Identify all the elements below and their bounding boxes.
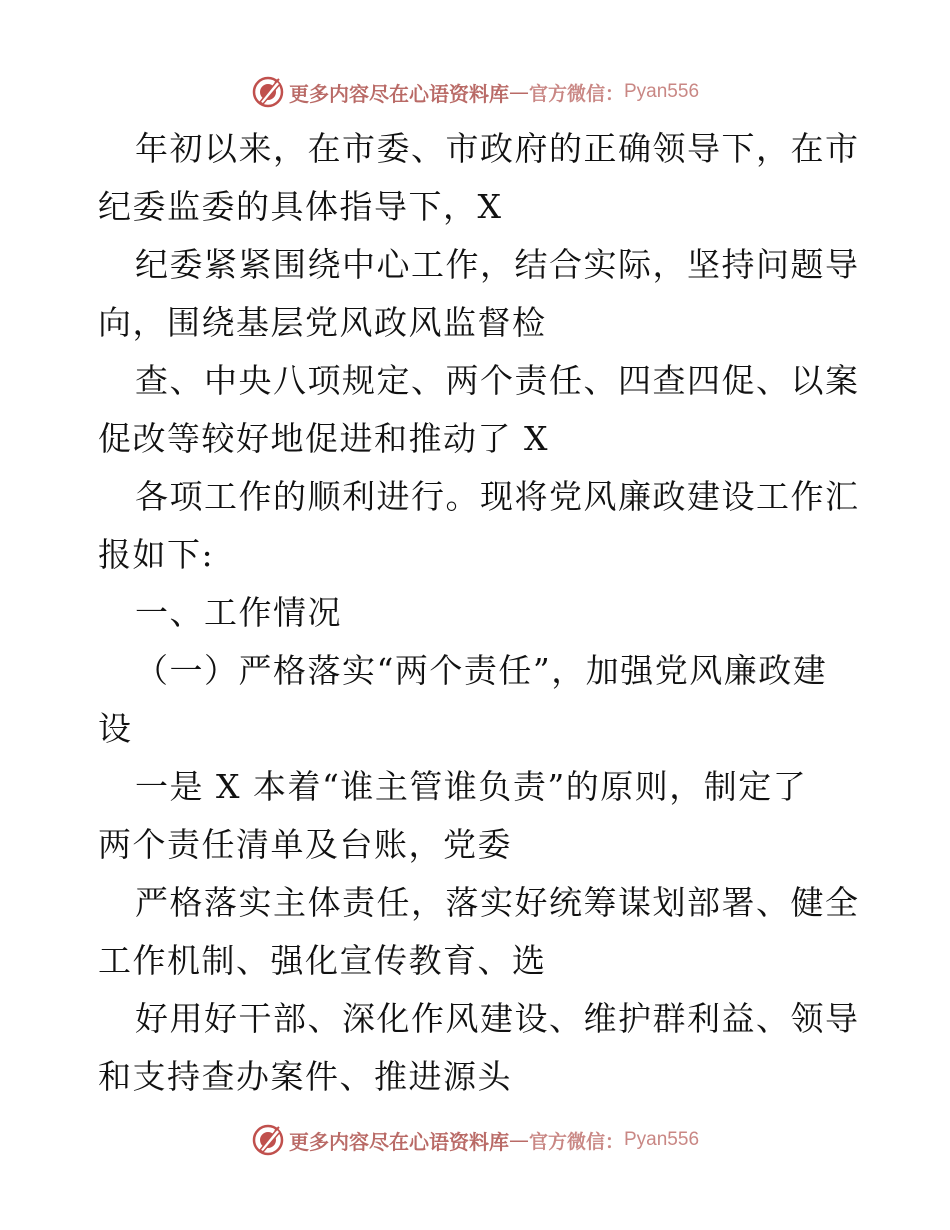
body-line: 报如下: xyxy=(98,535,215,574)
body-line: 促改等较好地促进和推动了 X xyxy=(98,419,549,458)
watermark-site-text: 更多内容尽在心语资料库 xyxy=(288,1129,509,1154)
body-line: 好用好干部、深化作风建设、维护群利益、领导 xyxy=(135,999,860,1038)
footer-watermark xyxy=(0,1120,950,1160)
watermark-official-text: 官方微信： xyxy=(528,1130,624,1153)
quill-seal-icon xyxy=(251,75,285,109)
body-line: 纪委监委的具体指导下，X xyxy=(98,187,503,226)
body-line: 工作机制、强化宣传教育、选 xyxy=(98,941,547,980)
document-body xyxy=(98,120,858,1106)
body-line: 年初以来，在市委、市政府的正确领导下，在市 xyxy=(135,129,860,168)
header-watermark xyxy=(0,72,950,112)
subsection-heading-cont: 设 xyxy=(98,709,133,748)
quill-seal-icon xyxy=(251,1123,285,1157)
subsection-heading: （一）严格落实“两个责任”，加强党风廉政建 xyxy=(135,651,828,690)
section-heading: 一、工作情况 xyxy=(135,593,342,632)
watermark-site-text: 更多内容尽在心语资料库 xyxy=(288,81,509,106)
body-line: 和支持查办案件、推进源头 xyxy=(98,1057,512,1096)
watermark-dash: — xyxy=(508,1128,529,1152)
body-line: 纪委紧紧围绕中心工作，结合实际，坚持问题导 xyxy=(135,245,860,284)
body-line: 向，围绕基层党风政风监督检 xyxy=(98,303,547,342)
body-line: 两个责任清单及台账，党委 xyxy=(98,825,512,864)
watermark-account-id: Pyan556 xyxy=(624,81,700,102)
watermark-account-id: Pyan556 xyxy=(624,1129,700,1150)
body-line: 各项工作的顺利进行。现将党风廉政建设工作汇 xyxy=(135,477,860,516)
body-line: 一是 X 本着“谁主管谁负责”的原则，制定了 xyxy=(135,767,808,806)
body-line: 查、中央八项规定、两个责任、四查四促、以案 xyxy=(135,361,860,400)
watermark-official-text: 官方微信： xyxy=(528,82,624,105)
body-line: 严格落实主体责任，落实好统筹谋划部署、健全 xyxy=(135,883,860,922)
watermark-dash: — xyxy=(508,80,529,104)
